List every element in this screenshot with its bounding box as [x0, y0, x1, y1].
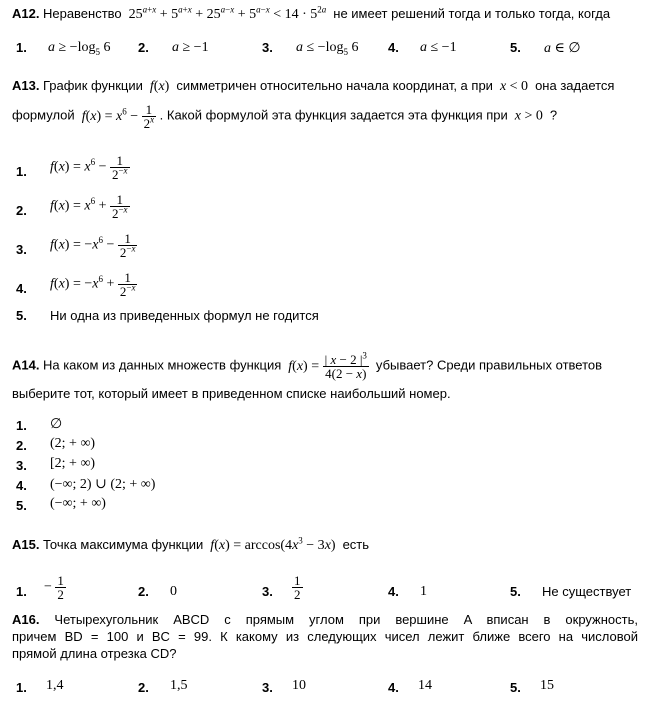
a14-option-2[interactable]: 2. — [16, 438, 27, 453]
a13-option-1[interactable]: 1. — [16, 164, 27, 179]
a12-option-4[interactable]: 4. — [388, 40, 399, 55]
a16-option-4-value: 14 — [418, 678, 432, 693]
question-a15-number: А15. — [12, 537, 40, 552]
question-a16-number: А16. — [12, 612, 40, 627]
a12-option-2-value: a ≥ −1 — [172, 40, 209, 55]
a15-option-2-value: 0 — [170, 584, 177, 599]
question-a13-fx: f(x) — [149, 79, 173, 94]
a16-option-1[interactable]: 1. — [16, 680, 27, 695]
a16-option-2-value: 1,5 — [170, 678, 188, 693]
a14-option-2-value: (2; + ∞) — [50, 436, 96, 451]
a14-option-4-value: (−∞; 2) ∪ (2; + ∞) — [50, 477, 156, 492]
a16-option-5[interactable]: 5. — [510, 680, 521, 695]
a16-option-3[interactable]: 3. — [262, 680, 273, 695]
a14-option-5[interactable]: 5. — [16, 498, 27, 513]
a13-option-2[interactable]: 2. — [16, 203, 27, 218]
question-a14-line2: выберите тот, который имеет в приведенном списке наибольший номер. — [12, 386, 451, 401]
question-a12-text — [12, 6, 610, 23]
a15-option-1-value: − $\frac{1}{2}$ — [44, 573, 64, 602]
a13-option-2-value: $f(x) = x^6$ + $\frac{1}{2^{-x}}$ — [50, 192, 128, 221]
a12-option-3[interactable]: 3. — [262, 40, 273, 55]
question-a15-formula: $f(x) = \arccos(4x^3 - 3x)$ — [210, 535, 340, 553]
a16-option-2[interactable]: 2. — [138, 680, 149, 695]
a14-option-5-value: (−∞; + ∞) — [50, 496, 106, 511]
a12-option-4-value: a ≤ −1 — [420, 40, 457, 55]
question-a13-cond1: x < 0 — [499, 79, 532, 94]
a12-option-5[interactable]: 5. — [510, 40, 521, 55]
a12-option-2[interactable]: 2. — [138, 40, 149, 55]
a14-option-1-value: ∅ — [50, 417, 63, 432]
a13-option-3[interactable]: 3. — [16, 242, 27, 257]
a12-option-1[interactable]: 1. — [16, 40, 27, 55]
a14-option-4[interactable]: 4. — [16, 478, 27, 493]
a16-option-5-value: 15 — [540, 678, 554, 693]
a13-option-1-value: $f(x) = x^6$ − $\frac{1}{2^{-x}}$ — [50, 153, 128, 182]
question-a16-line1: А16. Четырехугольник ABCD с прямым углом при вершине A вписан в окружность, — [12, 612, 638, 627]
a15-option-4-value: 1 — [420, 584, 427, 599]
a13-option-5[interactable]: 5. — [16, 308, 27, 323]
question-a14-formula: f(x) = $\frac{| x - 2 |^3}{4(2 - x)}$ — [288, 350, 367, 381]
question-a13-number: А13. — [12, 78, 40, 93]
a13-option-4[interactable]: 4. — [16, 281, 27, 296]
a14-option-3-value: [2; + ∞) — [50, 456, 96, 471]
a12-option-5-value: a ∈ ∅ — [544, 41, 581, 56]
a15-option-3[interactable]: 3. — [262, 584, 273, 599]
a15-option-1[interactable]: 1. — [16, 584, 27, 599]
question-a13-line1: А13. График функции f(x) симметричен относительно начала координат, а при x < 0 она задается — [12, 78, 615, 94]
a12-option-3-value: $a \le -\log_5$ 6 — [296, 40, 359, 57]
a14-option-1[interactable]: 1. — [16, 418, 27, 433]
question-a15-text: А15. Точка максимума функции $f(x) = \arccos(4x^3 - 3x)$ есть — [12, 535, 370, 553]
question-a16-line3: прямой длина отрезка CD? — [12, 646, 177, 661]
question-a12-tail: не имеет решений тогда и только тогда, когда — [333, 6, 611, 21]
a15-option-3-value: $\frac{1}{2}$ — [294, 573, 301, 602]
question-a13-line2: формулой $f(x) = x^6$ − $\frac{1}{2^x}$ . Какой формулой эта функция задается эта функция при x > 0 ? — [12, 102, 558, 131]
a15-option-2[interactable]: 2. — [138, 584, 149, 599]
a13-option-5-value: Ни одна из приведенных формул не годится — [50, 308, 319, 323]
question-a14-line1: А14. На каком из данных множеств функция f(x) = $\frac{| x - 2 |^3}{4(2 - x)}$ убывает? Среди правильных ответов — [12, 350, 603, 381]
a15-option-4[interactable]: 4. — [388, 584, 399, 599]
a13-option-3-value: $f(x) = -x^6$ − $\frac{1}{2^{-x}}$ — [50, 231, 136, 260]
a16-option-1-value: 1,4 — [46, 678, 64, 693]
a14-option-3[interactable]: 3. — [16, 458, 27, 473]
a16-option-4[interactable]: 4. — [388, 680, 399, 695]
a15-option-5-value: Не существует — [542, 584, 632, 599]
a12-option-1-value: $a \ge -\log_5$ 6 — [48, 40, 111, 57]
question-a12-number: А12. — [12, 6, 40, 21]
a16-option-3-value: 10 — [292, 678, 306, 693]
question-a14-number: А14. — [12, 357, 40, 373]
question-a12-lead: Неравенство — [42, 6, 122, 21]
question-a16-line2: причем BD = 100 и BC = 99. К какому из следующих чисел лежит ближе всего на числовой — [12, 629, 638, 644]
question-a13-cond2: x > 0 — [514, 108, 547, 124]
a13-option-4-value: $f(x) = -x^6$ + $\frac{1}{2^{-x}}$ — [50, 270, 136, 299]
a15-option-5[interactable]: 5. — [510, 584, 521, 599]
question-a12-formula: $25^{a+x} + 5^{a+x} + 25^{a-x} + 5^{a-x} < 14 \cdot 5^{2a}$ — [125, 4, 327, 22]
question-a13-formula: $f(x) = x^6$ − $\frac{1}{2^x}$ — [81, 102, 155, 131]
